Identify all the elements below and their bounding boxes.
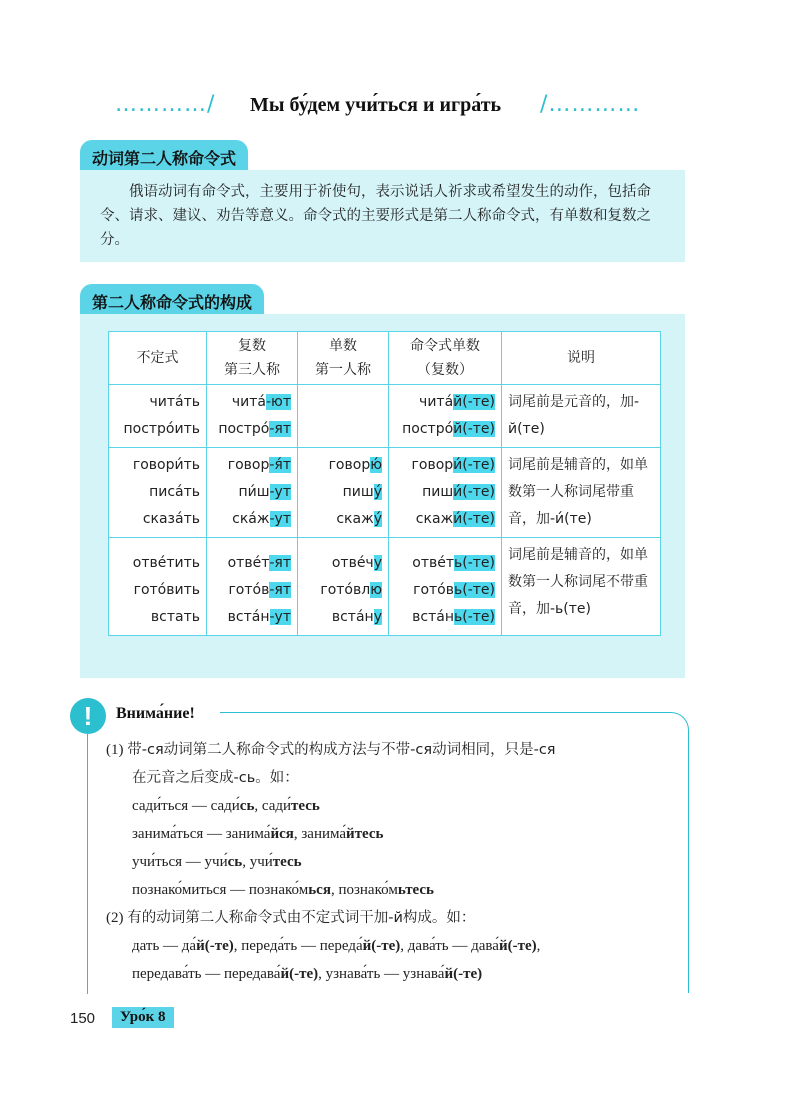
infinitive-cell [109,385,207,448]
header-singular: 单数 [329,338,357,354]
singular-1st-form: отве́чу [331,555,382,571]
infinitive: отве́тить [132,555,200,571]
infinitive-cell [109,448,207,538]
imperative-form: отве́ть(-те) [412,555,495,571]
singular-1st-form: гото́влю [320,582,382,598]
plural-3rd-cell [207,385,298,448]
singular-1st-form: скажу́ [336,511,382,527]
header-dots-right: /………… [540,92,641,117]
plural-3rd-form: чита́-ют [231,394,291,410]
conjugation-table [108,331,661,636]
plural-3rd-form: говор-я́т [227,457,291,473]
imperative-cell [389,448,502,538]
header-imperative-singular: 命令式单数 [410,338,480,354]
imperative-form: гото́вь(-те) [413,582,495,598]
singular-1st-cell [298,448,389,538]
example-line: познако́миться — познако́мься, познако́мьтесь [132,882,434,898]
imperative-form: скажи́(-те) [415,511,495,527]
explanation-cell: 词尾前是辅音的，如单数第一人称词尾带重音，加-и́(те) [502,448,661,538]
item-text: 在元音之后变成-сь。如： [132,770,299,786]
explanation-cell: 词尾前是元音的，加-й(те) [502,385,661,448]
attention-border-top [220,712,660,713]
example-line: дать — да́й(-те), переда́ть — переда́й(-те), дава́ть — дава́й(-те), [132,938,541,954]
plural-3rd-form: ска́ж-ут [232,511,291,527]
plural-3rd-cell [207,538,298,636]
attention-border-left [87,734,88,994]
plural-3rd-form: вста́н-ут [227,609,291,625]
example-line: учи́ться — учи́сь, учи́тесь [132,854,302,870]
imperative-form: постро́й(-те) [402,421,495,437]
imperative-form: говори́(-те) [411,457,495,473]
attention-item-1 [106,736,666,764]
table-row [109,385,661,448]
header-dots-left: …………/ [115,92,216,117]
plural-3rd-cell [207,448,298,538]
example-line: занима́ться — занима́йся, занима́йтесь [132,826,384,842]
section2-tab: 第二人称命令式的构成 [80,284,264,317]
infinitive: чита́ть [149,394,200,410]
header-imperative [389,332,502,385]
singular-1st-form: пишу́ [342,484,382,500]
header-3rd-person: 第三人称 [224,362,280,378]
attention-label: Внима́ние! [116,705,195,722]
plural-3rd-form: постро́-ят [218,421,291,437]
example-line: передава́ть — передава́й(-те), узнава́ть — узнава́й(-те) [132,966,483,982]
singular-1st-cell [298,385,389,448]
section2-panel [80,314,685,678]
infinitive: постро́ить [123,421,200,437]
example-line: сади́ться — сади́сь, сади́тесь [132,798,320,814]
header-plural-3rd [207,332,298,385]
explanation-cell: 词尾前是辅音的，如单数第一人称词尾不带重音，加-ь(те) [502,538,661,636]
plural-3rd-form: пи́ш-ут [238,484,291,500]
singular-1st-cell [298,538,389,636]
imperative-form: чита́й(-те) [419,394,495,410]
header-plural: 复数 [238,338,266,354]
table-header-row [109,332,661,385]
header-imperative-plural: （复数） [417,362,473,378]
page-header [0,92,800,128]
plural-3rd-form: гото́в-ят [228,582,291,598]
section1-panel [80,170,685,262]
page-title: Мы бу́дем учи́ться и игра́ть [250,94,502,116]
item-number: (2) [106,910,124,926]
table-row [109,538,661,636]
attention-body [106,736,666,988]
item-text: 有的动词第二人称命令式由不定式词干加-й构成。如： [127,910,476,926]
header-singular-1st [298,332,389,385]
table-group-3 [109,538,661,636]
imperative-form: вста́нь(-те) [412,609,495,625]
header-1st-person: 第一人称 [315,362,371,378]
attention-box [70,690,690,990]
page-number: 150 [70,1010,96,1027]
infinitive: писа́ть [149,484,200,500]
imperative-form: пиши́(-те) [422,484,495,500]
header-infinitive: 不定式 [109,332,207,385]
section1-tab: 动词第二人称命令式 [80,140,248,173]
header-explanation: 说明 [502,332,661,385]
infinitive-cell [109,538,207,636]
imperative-cell [389,538,502,636]
imperative-cell [389,385,502,448]
item-number: (1) [106,742,124,758]
infinitive: гото́вить [133,582,200,598]
infinitive: встать [150,609,200,625]
singular-1st-form: говорю́ [328,457,382,473]
singular-1st-form: вста́ну [331,609,382,625]
infinitive: говори́ть [132,457,200,473]
infinitive: сказа́ть [142,511,200,527]
plural-3rd-form: отве́т-ят [227,555,291,571]
lesson-badge: Уро́к 8 [112,1007,174,1028]
table-group-1 [109,385,661,448]
exclamation-icon: ! [70,698,106,734]
table-group-2 [109,448,661,538]
item-text: 带-ся动词第二人称命令式的构成方法与不带-ся动词相同，只是-ся [127,742,556,758]
section1-text: 俄语动词有命令式，主要用于祈使句，表示说话人祈求或希望发生的动作，包括命令、请求、建议、劝告等意义。命令式的主要形式是第二人称命令式，有单数和复数之分。 [100,184,651,248]
table-row [109,448,661,538]
attention-item-2 [106,904,666,932]
